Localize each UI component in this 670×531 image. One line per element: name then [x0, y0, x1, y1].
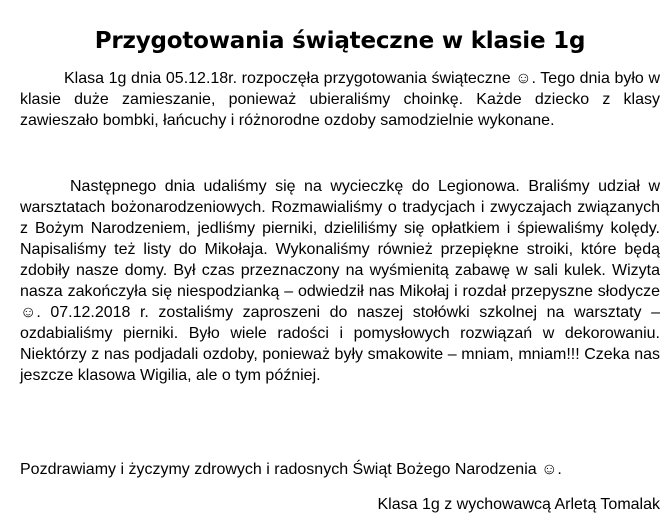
signature: Klasa 1g z wychowawcą Arletą Tomalak [377, 496, 660, 513]
paragraph-preparations: Klasa 1g dnia 05.12.18r. rozpoczęła przygotowania świąteczne ☺. Tego dnia było w klasie duże zamieszanie, ponieważ ubieraliśmy choinkę. Każde dziecko z klasy zawieszało bombki, łańcuchy i różnorodne ozdoby samodzielnie wykonane. [20, 70, 660, 129]
document-title: Przygotowania świąteczne w klasie 1g [94, 28, 586, 54]
paragraph-greetings: Pozdrawiamy i życzymy zdrowych i radosnych Świąt Bożego Narodzenia ☺. [20, 461, 562, 478]
paragraph-excursion: Następnego dnia udaliśmy się na wycieczkę do Legionowa. Braliśmy udział w warsztatach bożonarodzeniowych. Rozmawialiśmy o tradycjach i zwyczajach związanych z Bożym Narodzeniem, jedliśmy pierniki, dzieliliśmy się opłatkiem i śpiewaliśmy kolędy. Napisaliśmy też listy do Mikołaja. Wykonaliśmy również przepiękne stroiki, które będą zdobiły nasze domy. Był czas przeznaczony na wyśmienitą zabawę w sali kulek. Wizyta nasza zakończyła się niespodzianką – odwiedził nas Mikołaj i rozdał przepyszne słodycze ☺. 07.12.2018 r. zostaliśmy zaproszeni do naszej stołówki szkolnej na warsztaty – ozdabialiśmy pierniki. Było wiele radości i pomysłowych rozwiązań w dekorowaniu. Niektórzy z nas podjadali ozdoby, ponieważ były smakowite – mniam, mniam!!! Czeka nas jeszcze klasowa Wigilia, ale o tym później. [20, 178, 660, 384]
